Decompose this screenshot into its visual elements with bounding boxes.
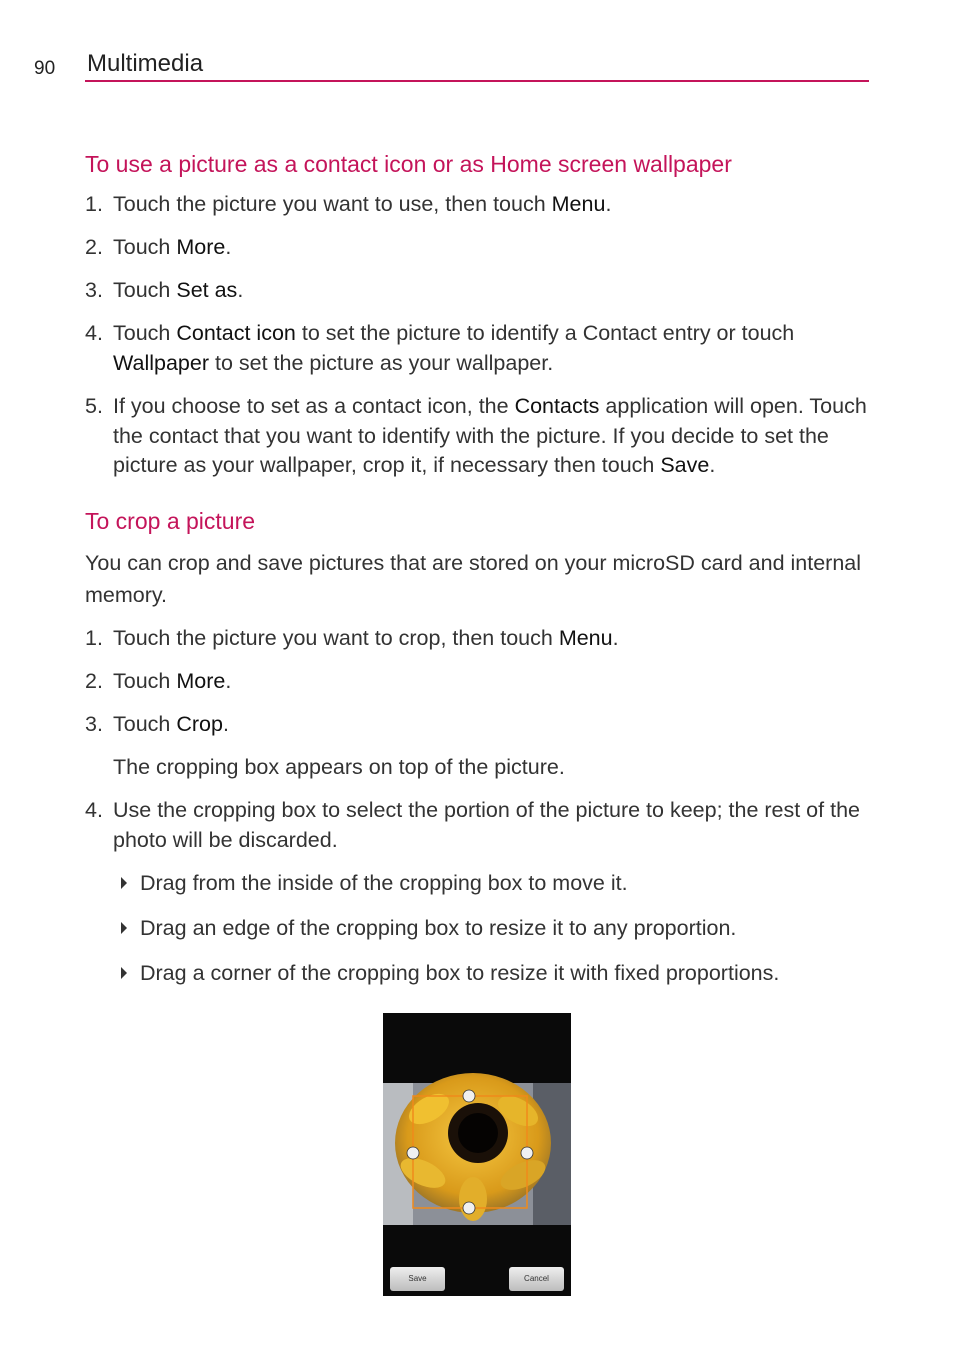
step-number: 3. xyxy=(85,278,103,302)
step-text: Touch Set as. xyxy=(113,278,244,302)
step-number: 1. xyxy=(85,626,103,650)
bullet-arrow-icon xyxy=(121,877,127,889)
section2-step-note xyxy=(85,753,875,783)
bullet-arrow-icon xyxy=(121,967,127,979)
cancel-button[interactable]: Cancel xyxy=(509,1267,564,1291)
section2-step-2 xyxy=(85,667,875,697)
heading-contact-icon-wallpaper: To use a picture as a contact icon or as Home screen wallpaper xyxy=(85,151,732,177)
section1-step-1 xyxy=(85,190,875,220)
section1-step-5 xyxy=(85,392,875,481)
section2-step-4 xyxy=(85,796,875,855)
step-text: Touch Crop. xyxy=(113,712,229,736)
section2-step-3 xyxy=(85,710,875,740)
section1-step-3 xyxy=(85,276,875,306)
header-divider xyxy=(85,80,869,82)
page-number: 90 xyxy=(34,58,56,79)
bullet-move-box: Drag from the inside of the cropping box to move it. xyxy=(121,869,881,898)
step-number: 2. xyxy=(85,235,103,259)
section1-step-2 xyxy=(85,233,875,263)
step-text: Touch More. xyxy=(113,669,232,693)
step-number: 1. xyxy=(85,192,103,216)
step-text: Touch the picture you want to use, then touch Menu. xyxy=(113,192,612,216)
step-text: Touch Contact icon to set the picture to identify a Contact entry or touch Wallpaper to set the picture as your wallpaper. xyxy=(113,321,795,375)
step-number: 2. xyxy=(85,669,103,693)
step-text: If you choose to set as a contact icon, the Contacts application will open. Touch the contact that you want to identify with the picture. If you decide to set the picture as your wallpaper, crop it, if necessary then touch Save. xyxy=(113,394,867,477)
bullet-arrow-icon xyxy=(121,922,127,934)
step-note-text: The cropping box appears on top of the picture. xyxy=(113,755,565,779)
bullet-resize-edge: Drag an edge of the cropping box to resize it to any proportion. xyxy=(121,914,881,943)
save-button[interactable]: Save xyxy=(390,1267,445,1291)
crop-photo-illustration xyxy=(383,1013,571,1296)
step-number: 3. xyxy=(85,712,103,736)
heading-crop-picture: To crop a picture xyxy=(85,508,256,534)
crop-intro-paragraph: You can crop and save pictures that are stored on your microSD card and internal memory. xyxy=(85,551,862,607)
section2-step-1 xyxy=(85,624,875,654)
step-number: 5. xyxy=(85,394,103,418)
section-title: Multimedia xyxy=(87,50,204,77)
section1-step-4 xyxy=(85,319,875,378)
bullet-resize-corner: Drag a corner of the cropping box to resize it with fixed proportions. xyxy=(121,959,881,988)
step-number: 4. xyxy=(85,798,103,822)
step-text: Touch the picture you want to crop, then touch Menu. xyxy=(113,626,619,650)
step-number: 4. xyxy=(85,321,103,345)
step-text: Use the cropping box to select the portion of the picture to keep; the rest of the photo will be discarded. xyxy=(113,798,860,852)
step-text: Touch More. xyxy=(113,235,232,259)
crop-screenshot xyxy=(383,1013,571,1296)
